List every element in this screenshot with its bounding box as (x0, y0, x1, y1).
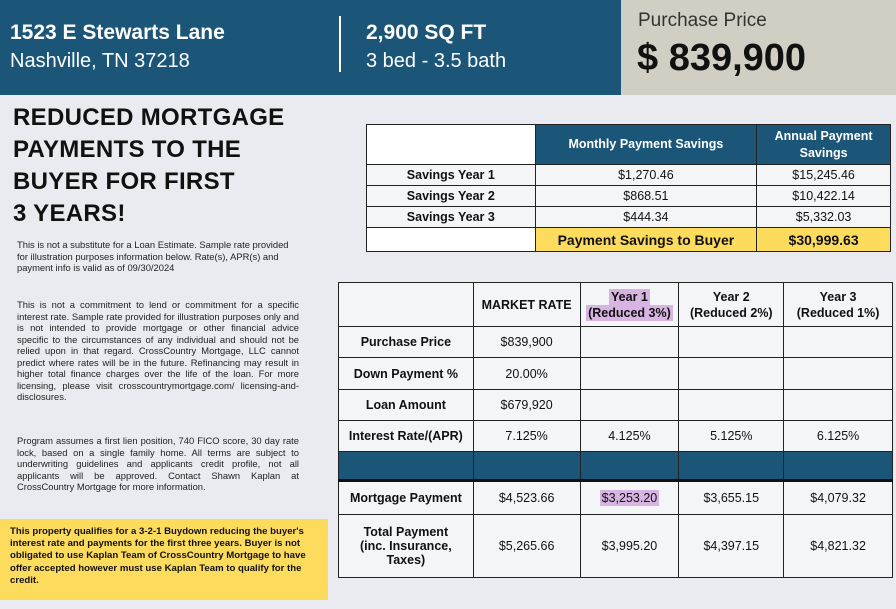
monthly-savings-value: $868.51 (535, 186, 757, 207)
interest-rate-year3: 6.125% (784, 421, 893, 452)
year1-subtitle: (Reduced 3%) (588, 305, 671, 320)
table-row (339, 481, 893, 515)
total-payment-market: $5,265.66 (473, 515, 580, 578)
mortgage-payment-year2: $3,655.15 (679, 481, 784, 515)
monthly-savings-value: $1,270.46 (535, 165, 757, 186)
table-row (339, 327, 893, 358)
table-row (339, 515, 893, 578)
year2-title: Year 2 (712, 289, 750, 304)
purchase-price-row-label: Purchase Price (339, 327, 474, 358)
year2-subtitle: (Reduced 2%) (689, 305, 773, 320)
total-payment-row-label: Total Payment (inc. Insurance, Taxes) (339, 515, 474, 578)
savings-total-label: Payment Savings to Buyer (535, 228, 757, 252)
table-row (339, 358, 893, 390)
purchase-price-label: Purchase Price (638, 10, 767, 31)
down-payment-row-label: Down Payment % (339, 358, 474, 390)
table-row (367, 207, 891, 228)
year3-title: Year 3 (819, 289, 857, 304)
total-payment-year1: $3,995.20 (580, 515, 679, 578)
title-line: 3 YEARS! (13, 200, 126, 227)
savings-total-value: $30,999.63 (757, 228, 891, 252)
year3-header (784, 283, 893, 327)
interest-rate-year2: 5.125% (679, 421, 784, 452)
savings-table (366, 124, 891, 252)
page-title (13, 102, 313, 230)
buydown-note: This property qualifies for a 3-2-1 Buydown reducing the buyer's interest rate and payments for the first three years. Buyer is not obligated to use Kaplan Team of CrossCountry Mortgage to have offer accepted however must use Kaplan Team to qualify for the credit. (0, 519, 328, 600)
mortgage-payment-year3: $4,079.32 (784, 481, 893, 515)
savings-total-blank (367, 228, 536, 252)
interest-rate-row-label: Interest Rate/(APR) (339, 421, 474, 452)
mortgage-payment-year1-cell (580, 481, 679, 515)
rate-comparison-table (338, 282, 893, 578)
header-divider (339, 16, 341, 72)
comparison-corner-cell (339, 283, 474, 327)
total-payment-year2: $4,397.15 (679, 515, 784, 578)
disclaimer-commitment: This is not a commitment to lend or commitment for a specific interest rate. Sample rate provided for illustration purposes only and is not intended to provide mortgage or other financial advice specific to the circumstances of any individual and should not be relied upon in that regard. CrossCountry Mortgage, LLC cannot predict where rates will be in the future. Refinancing may result in higher total finance charges over the life of the loan. For more licensing, please visit crosscountrymortgage.com/ licensing-and-disclosures. (17, 299, 299, 402)
market-rate-header: MARKET RATE (473, 283, 580, 327)
annual-savings-value: $5,332.03 (757, 207, 891, 228)
purchase-price-box (621, 0, 896, 95)
table-row (367, 186, 891, 207)
savings-row-label: Savings Year 2 (367, 186, 536, 207)
table-row (367, 228, 891, 252)
down-payment-market: 20.00% (473, 358, 580, 390)
address-city: Nashville, TN 37218 (10, 50, 190, 72)
table-row (367, 165, 891, 186)
purchase-price-market: $839,900 (473, 327, 580, 358)
monthly-savings-header: Monthly Payment Savings (535, 125, 757, 165)
savings-corner-cell (367, 125, 536, 165)
interest-rate-year1: 4.125% (580, 421, 679, 452)
address-street: 1523 E Stewarts Lane (10, 21, 225, 44)
savings-row-label: Savings Year 3 (367, 207, 536, 228)
property-header (0, 0, 621, 95)
title-line: BUYER FOR FIRST (13, 168, 235, 195)
savings-row-label: Savings Year 1 (367, 165, 536, 186)
title-line: PAYMENTS TO THE (13, 136, 242, 163)
total-payment-year3: $4,821.32 (784, 515, 893, 578)
divider-band (339, 452, 893, 481)
mortgage-payment-row-label: Mortgage Payment (339, 481, 474, 515)
table-row (339, 390, 893, 421)
monthly-savings-value: $444.34 (535, 207, 757, 228)
disclaimer-program: Program assumes a first lien position, 740 FICO score, 30 day rate lock, based on a single family home. All terms are subject to underwriting guidelines and applicants credit profile, not all applicants will be approved. Contact Shawn Kaplan at CrossCountry Mortgage for more information. (17, 435, 299, 492)
mortgage-payment-year1: $3,253.20 (601, 491, 658, 505)
annual-savings-header: Annual Payment Savings (757, 125, 891, 165)
year1-title: Year 1 (611, 289, 648, 304)
annual-savings-value: $10,422.14 (757, 186, 891, 207)
mortgage-payment-market: $4,523.66 (473, 481, 580, 515)
purchase-price-value: $ 839,900 (637, 37, 807, 79)
square-footage: 2,900 SQ FT (366, 21, 487, 44)
year3-subtitle: (Reduced 1%) (796, 305, 880, 320)
interest-rate-market: 7.125% (473, 421, 580, 452)
year1-header (580, 283, 679, 327)
disclaimer-loan-estimate: This is not a substitute for a Loan Estimate. Sample rate provided for illustration purposes information below. Rate(s), APR(s) and payment info is valid as of 09/30/2024 (17, 239, 289, 273)
title-line: REDUCED MORTGAGE (13, 104, 285, 131)
year2-header (679, 283, 784, 327)
table-row (339, 421, 893, 452)
loan-amount-row-label: Loan Amount (339, 390, 474, 421)
annual-savings-value: $15,245.46 (757, 165, 891, 186)
beds-baths: 3 bed - 3.5 bath (366, 50, 507, 72)
loan-amount-market: $679,920 (473, 390, 580, 421)
